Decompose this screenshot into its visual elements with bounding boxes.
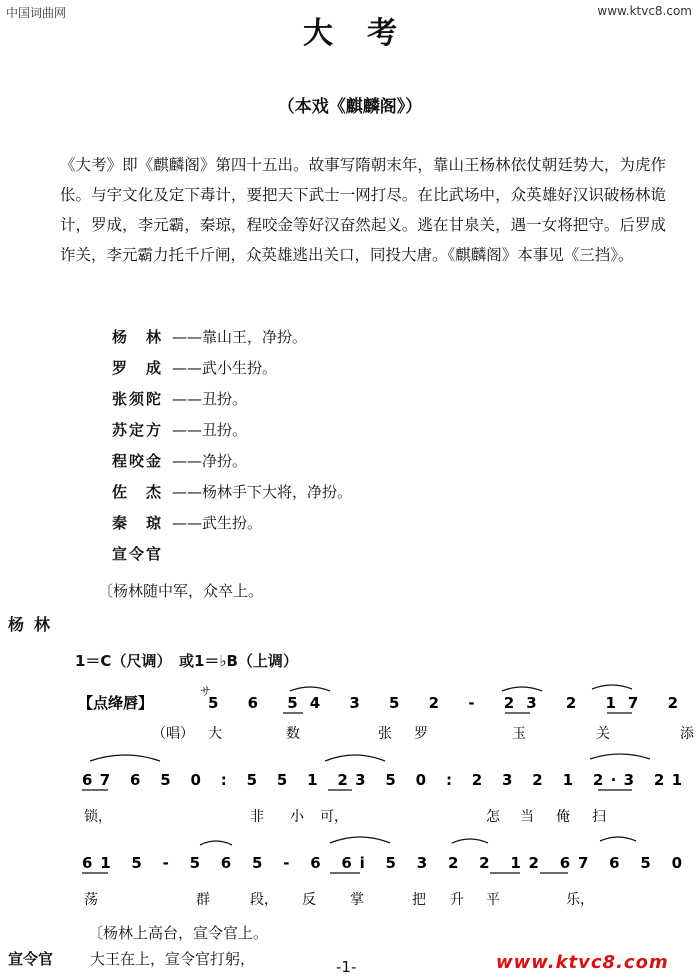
cast-name: 程咬金 [112,452,164,470]
slur [502,687,542,691]
site-name-left: 中国词曲网 [6,6,67,20]
slur [200,841,232,845]
lyric-syllable: 锁， [84,809,112,825]
speaker-name: 宣令官 [8,950,54,968]
cast-description: ——丑扮。 [172,421,248,439]
cast-description: ——武小生扮。 [172,359,278,377]
lyric-syllable: 非 [250,809,264,825]
cast-item [112,388,352,419]
key-signature: 1＝C（尺调） 或1＝♭B（上调） [75,652,298,670]
score-line-3: 61 5 - 5 6 5 - 6 6i 5 3 2 2 12 67 6 5 0 [82,854,683,872]
lyrics-line-2 [84,808,606,825]
speech-line: 大王在上，宣令官打躬， [90,950,256,968]
lyric-syllable: 添 [680,726,694,742]
slur [590,754,650,759]
free-meter-mark: サ [200,685,211,698]
cast-name: 张须陀 [112,390,164,408]
cast-item [112,450,352,481]
intro-paragraph [60,150,666,270]
lyric-syllable: 升 [450,892,464,908]
slur [330,837,390,843]
lyric-syllable: 可， [320,809,348,825]
cast-description: ——杨林手下大将，净扮。 [172,483,353,501]
intro-text: 《大考》即《麒麟阁》第四十五出。故事写隋朝末年，靠山王杨林依仗朝廷势大，为虎作伥。与宇文化及定下毒计，要把天下武士一网打尽。在比武场中，众英雄好汉识破杨林诡计，罗成，李元霸，秦琼，程咬金等好汉奋然起义。逃在甘泉关，遇一女将把守。后罗成诈关，李元霸力托千斤闸，众英雄逃出关口，同投大唐。《麒麟阁》本事见《三挡》。 [60,156,666,264]
cast-name: 宣令官 [112,545,164,563]
slur [90,755,160,761]
lyric-syllable: 平 [486,892,500,908]
lyric-syllable: 荡 [84,892,98,908]
lyric-syllable: 群 [196,892,210,908]
cast-item [112,512,352,543]
cast-description: ——净扮。 [172,452,248,470]
cast-name: 罗 成 [112,359,164,377]
score-line-2: 67 6 5 0 : 5 5 1 23 5 0 : 2 3 2 1 2·3 21 [82,771,683,789]
slur [325,755,385,761]
cast-list [112,326,352,574]
cast-name: 秦 琼 [112,514,164,532]
page-subtitle: （本戏《麒麟阁》） [277,97,423,117]
cast-description: ——靠山王，净扮。 [172,328,308,346]
stage-direction: 〔杨林随中军，众卒上。 [98,582,264,600]
lyric-syllable: 玉 [512,726,526,742]
lyric-syllable: 乐， [566,892,594,908]
cast-item [112,326,352,357]
lyric-syllable: 数 [286,726,300,742]
lyrics-line-3 [84,891,594,908]
lyric-syllable: 俺 [556,809,570,825]
lyric-syllable: 小 [290,809,304,825]
stage-direction-2: 〔杨林上高台，宣令官上。 [88,924,269,942]
cast-name: 佐 杰 [112,483,164,501]
cast-description: ——武生扮。 [172,514,263,532]
singer-name: 杨林 [8,615,61,634]
cast-item [112,419,352,450]
page-number: -1- [336,958,357,976]
lyric-syllable: 关 [596,726,610,742]
lyrics-line-1 [208,725,695,742]
lyric-syllable: 罗 [414,726,428,742]
cast-item [112,481,352,512]
lyric-syllable: 大 [208,726,222,742]
score-line-1: 5 6 54 3 5 2 - 23 2 17 2 [208,694,678,712]
watermark: www.ktvc8.com [496,952,669,973]
lyric-syllable: 张 [378,726,392,742]
slur [592,685,632,689]
cast-name: 苏定方 [112,421,164,439]
lyric-syllable: 当 [520,809,534,825]
slur [290,687,330,691]
lyric-syllable: 段， [250,892,278,908]
lyric-syllable: 把 [412,892,426,908]
cast-name: 杨 林 [112,328,164,346]
lyric-syllable: 反 [302,892,316,908]
lyric-prefix: （唱） [152,726,194,742]
cast-item [112,357,352,388]
cast-item [112,543,352,574]
slur [600,837,636,841]
tune-label: 【点绛唇】 [78,694,154,712]
lyric-syllable: 怎 [486,809,500,825]
lyric-syllable: 掌 [350,892,364,908]
cast-description: ——丑扮。 [172,390,248,408]
page-title: 大考 [303,16,431,51]
slur [452,839,488,843]
jianpu-score [0,675,700,920]
lyric-syllable: 扫 [592,809,606,825]
site-name-right: www.ktvc8.com [597,4,692,18]
